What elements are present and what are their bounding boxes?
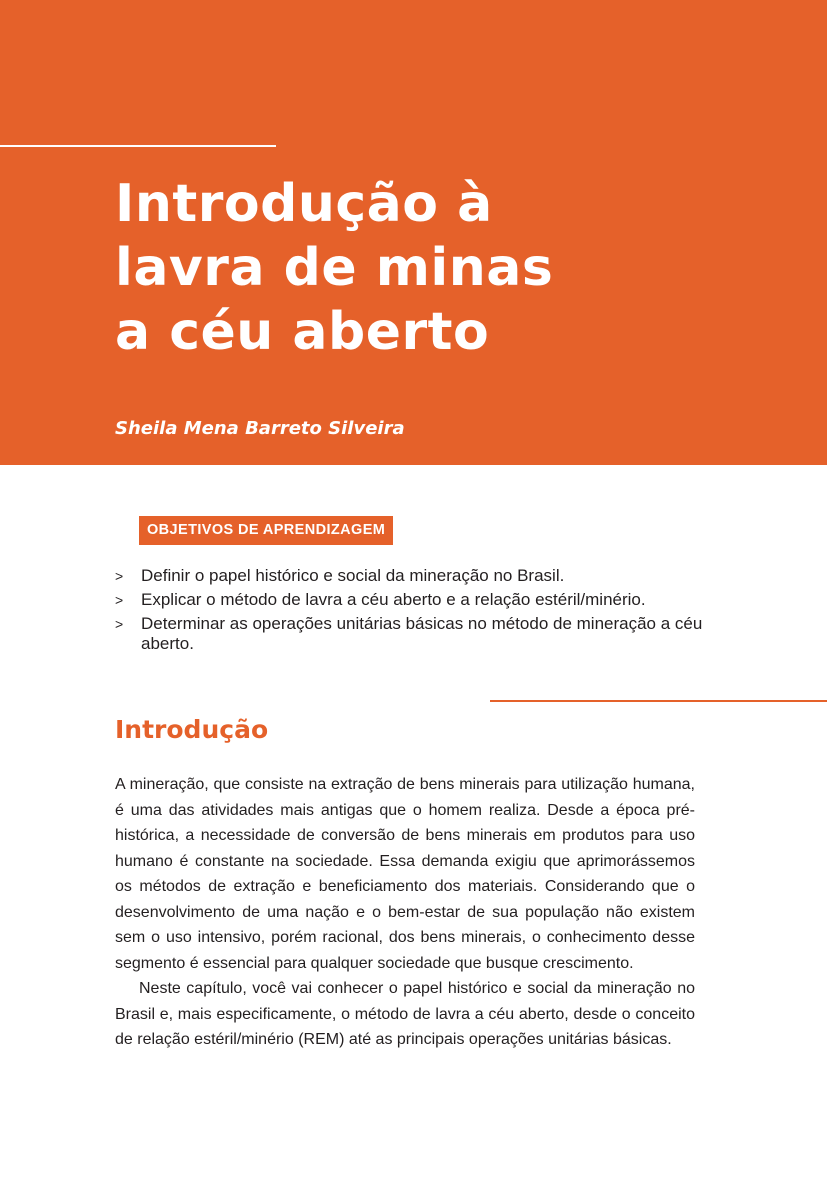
section-divider-line (490, 700, 827, 702)
chapter-title-line-1: Introdução à (115, 174, 493, 234)
learning-objectives-list (115, 566, 705, 658)
objective-text: Determinar as operações unitárias básicas no método de mineração a céu aberto. (141, 614, 703, 653)
learning-objectives-badge: OBJETIVOS DE APRENDIZAGEM (139, 516, 393, 545)
chapter-title-line-3: a céu aberto (115, 302, 490, 362)
header-divider-line (0, 145, 276, 147)
objective-item (115, 566, 705, 586)
objective-item (115, 590, 705, 610)
section-heading: Introdução (115, 715, 269, 744)
chapter-title-line-2: lavra de minas (115, 238, 554, 298)
chapter-title (115, 172, 795, 364)
author-name: Sheila Mena Barreto Silveira (115, 418, 405, 439)
body-paragraph: A mineração, que consiste na extração de bens minerais para utilização humana, é uma das atividades mais antigas que o homem realiza. Desde a época pré-histórica, a necessidade de conversão de bens minerais em produtos para uso humano é constante na sociedade. Essa demanda exigiu que aprimorássemos os métodos de extração e beneficiamento dos materiais. Considerando que o desenvolvimento de uma nação e o bem-estar de sua população não existem sem o uso intensivo, porém racional, dos bens minerais, o conhecimento desse segmento é essencial para qualquer sociedade que busque crescimento. (115, 776, 695, 972)
chevron-right-icon: > (115, 568, 124, 584)
body-paragraph: Neste capítulo, você vai conhecer o papel histórico e social da mineração no Brasil e, mais especificamente, o método de lavra a céu aberto, desde o conceito de relação estéril/minério (REM) até as principais operações unitárias básicas. (115, 980, 695, 1048)
objective-item (115, 614, 705, 654)
chevron-right-icon: > (115, 592, 124, 608)
objective-text: Definir o papel histórico e social da mineração no Brasil. (141, 566, 565, 585)
chevron-right-icon: > (115, 616, 124, 632)
objective-text: Explicar o método de lavra a céu aberto e a relação estéril/minério. (141, 590, 646, 609)
section-body (115, 772, 695, 1053)
